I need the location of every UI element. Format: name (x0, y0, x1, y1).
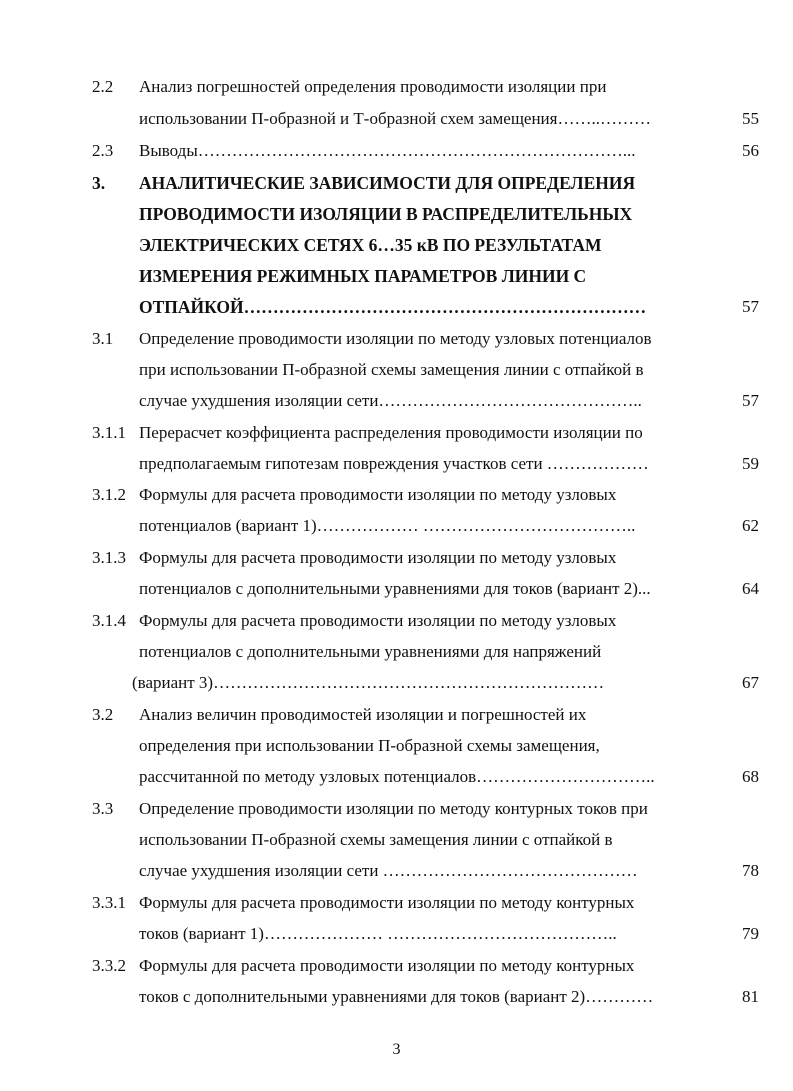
toc-entry-line: ПРОВОДИМОСТИ ИЗОЛЯЦИИ В РАСПРЕДЕЛИТЕЛЬНЫХ (139, 204, 633, 224)
toc-entry-line: Анализ величин проводимостей изоляции и погрешностей их (139, 705, 587, 724)
toc-entry-line: Формулы для расчета проводимости изоляции по методу узловых (139, 548, 617, 567)
toc-entry-line: Перерасчет коэффициента распределения проводимости изоляции по (139, 423, 643, 442)
toc-entry-page: 55 (742, 109, 759, 128)
toc-entry-page: 57 (742, 297, 759, 316)
toc-entry-number: 3.3.1 (92, 893, 126, 912)
toc-entry-number: 2.2 (92, 77, 114, 96)
toc-entry-line: Определение проводимости изоляции по методу контурных токов при (139, 799, 648, 818)
toc-entry-line: случае ухудшения изоляции сети……………………………………….. (139, 391, 642, 410)
toc-entry-line: потенциалов с дополнительными уравнениями для токов (вариант 2)... (139, 579, 651, 598)
toc-entry-line: токов с дополнительными уравнениями для токов (вариант 2)………… (139, 987, 654, 1006)
toc-entry-number: 3.3 (92, 799, 114, 818)
toc-entry-line: ИЗМЕРЕНИЯ РЕЖИМНЫХ ПАРАМЕТРОВ ЛИНИИ С (139, 266, 587, 286)
toc-entry-page: 79 (742, 924, 759, 943)
toc-entry-number: 3.1.2 (92, 485, 126, 504)
toc-entry-line: определения при использовании П-образной схемы замещения, (139, 736, 600, 755)
toc-entry-number: 2.3 (92, 141, 114, 160)
toc-entry-page: 59 (742, 454, 759, 473)
toc-entry-line: ОТПАЙКОЙ…………………………………………………………… (139, 297, 647, 317)
toc-entry-number: 3.2 (92, 705, 114, 724)
toc-entry-page: 62 (742, 516, 759, 535)
toc-entry-line: Формулы для расчета проводимости изоляции по методу контурных (139, 893, 635, 912)
toc-entry-number: 3.1.1 (92, 423, 126, 442)
toc-entry-line: использовании П-образной схемы замещения линии с отпайкой в (139, 830, 613, 849)
toc-entry-line: АНАЛИТИЧЕСКИЕ ЗАВИСИМОСТИ ДЛЯ ОПРЕДЕЛЕНИЯ (139, 173, 636, 193)
toc-entry-line: Формулы для расчета проводимости изоляции по методу узловых (139, 611, 617, 630)
toc-entry-line: Определение проводимости изоляции по методу узловых потенциалов (139, 329, 652, 348)
toc-entry-page: 64 (742, 579, 759, 598)
toc-entry-page: 56 (742, 141, 759, 160)
toc-entry-line: ЭЛЕКТРИЧЕСКИХ СЕТЯХ 6…35 кВ ПО РЕЗУЛЬТАТАМ (139, 235, 602, 255)
toc-entry-line: Формулы для расчета проводимости изоляции по методу контурных (139, 956, 635, 975)
toc-entry-line: Формулы для расчета проводимости изоляции по методу узловых (139, 485, 617, 504)
toc-entry-number: 3.1.4 (92, 611, 126, 630)
toc-entry-line: рассчитанной по методу узловых потенциалов………………………….. (139, 767, 655, 786)
toc-entry-page: 68 (742, 767, 759, 786)
toc-entry-line: токов (вариант 1)………………… ………………………………….. (139, 924, 617, 943)
toc-entry-number: 3.3.2 (92, 956, 126, 975)
page-number: 3 (392, 1041, 401, 1058)
toc-entry-page: 81 (742, 987, 759, 1006)
toc-entry-line: Анализ погрешностей определения проводимости изоляции при (139, 77, 607, 96)
toc-entry-page: 57 (742, 391, 759, 410)
toc-entry-line: потенциалов (вариант 1)……………… ……………………………….. (139, 516, 636, 535)
toc-entry-line: (вариант 3)…………………………………………………………… (132, 673, 605, 692)
toc-entry-number: 3.1 (92, 329, 114, 348)
toc-entry-page: 78 (742, 861, 759, 880)
toc-entry-line: предполагаемым гипотезам повреждения участков сети ……………… (139, 454, 649, 473)
toc-entry-line: Выводы…………………………………………………………………... (139, 141, 636, 160)
toc-entry-number: 3. (92, 173, 106, 193)
toc-entry-line: при использовании П-образной схемы замещения линии с отпайкой в (139, 360, 644, 379)
toc-entry-line: использовании П-образной и Т-образной схем замещения……..……… (139, 109, 651, 128)
toc-entry-page: 67 (742, 673, 759, 692)
toc-entry-number: 3.1.3 (92, 548, 126, 567)
toc-entry-line: потенциалов с дополнительными уравнениями для напряжений (139, 642, 602, 661)
toc-entry-line: случае ухудшения изоляции сети ……………………………………… (139, 861, 638, 880)
